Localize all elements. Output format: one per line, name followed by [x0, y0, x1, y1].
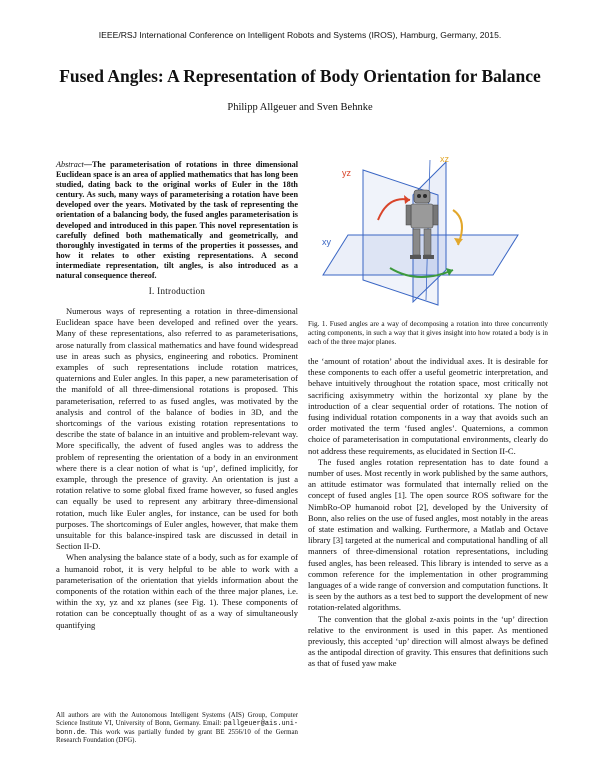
footnote	[56, 712, 298, 746]
paper-authors: Philipp Allgeuer and Sven Behnke	[227, 102, 373, 113]
paragraph: When analysing the balance state of a body, such as for example of a humanoid robot, it is very helpful to be able to work with a parameterisation of the orientation that yields information about the components of the rotation within each of the three major planes, i.e. within the xy, yz and xz planes (see Fig. 1). These components of rotation can be conceptually thought of as a way of simultaneously quantifying	[56, 552, 298, 630]
footnote-funding: . This work was partially funded by grant BE 2556/10 of the German Research Foundation (DFG).	[56, 728, 298, 745]
abstract-label: Abstract	[56, 160, 84, 169]
figure-caption: Fig. 1. Fused angles are a way of decomposing a rotation into three concurrently acting components, in such a way that it gives insight into how rotated a body is in each of the three major planes.	[308, 320, 548, 346]
label-xy: xy	[322, 237, 331, 247]
paragraph: Numerous ways of representing a rotation in three-dimensional Euclidean space have been developed and refined over the years. Many of these representations, also referred to as parameterisations, arose naturally from classical mathematics and have found widespread use in areas such as physics, engineering and robotics. Prominent examples of such representations include rotation matrices, quaternions and Euler angles. In this paper, a new parameterisation of the manifold of all three-dimensional rotations is proposed. This parameterisation, referred to as fused angles, was motivated by the analysis and control of the balance of bodies in 3D, and the shortcomings of the various existing rotation representations to describe the state of balance in an intuitive and problem-relevant way. More specifically, the advent of fused angles was to address the problem of representing the orientation of a body in an environment where there is a clear notion of what is ‘up’, defined implicitly, for example, through the presence of gravity. An orientation is just a rotation relative to some global fixed frame however, so fused angles can equally be used to represent any arbitrary three-dimensional rotation, much like Euler angles, for instance, can be used for both purposes. The shortcomings of Euler angles, however, that make them unsuitable for this balance-inspired task are discussed in detail in Section II-D.	[56, 306, 298, 552]
right-column-body	[308, 356, 548, 670]
paragraph: the ‘amount of rotation’ about the individual axes. It is desirable for these components to each offer a useful geometric interpretation, and behave intuitively throughout the rotation space, most critically not sacrificing axisymmetry within the horizontal xy plane by the introduction of a clear sequential order of rotations. The notion of fusing individual rotation components in a way that avoids such an order motivated the term ‘fused angles’. Quaternions, a common choice of parameterisation in computational environments, clearly do not address these requirements, as elucidated in Section II-C.	[308, 356, 548, 456]
conference-header: IEEE/RSJ International Conference on Intelligent Robots and Systems (IROS), Hamburg, Germany, 2015.	[98, 30, 502, 40]
paragraph: The fused angles rotation representation has to date found a number of uses. Most recently in work published by the same authors, an attitude estimator was formulated that internally relied on the concept of fused angles [1]. The open source ROS software for the NimbRo-OP humanoid robot [2], developed by the University of Bonn, also relies on the use of fused angles, most notably in the areas of state estimation and walking. Furthermore, a Matlab and Octave library [3] targeted at the numerical and computational handling of all manners of three-dimensional rotation representations, including fused angles, has been released. This library is intended to serve as a common reference for the implementation in other programming languages of a wide range of conversion and computation functions. It is seen by the authors as a test bed to support the development of new rotation-related algorithms.	[308, 456, 548, 613]
paragraph: The convention that the global z-axis points in the ‘up’ direction relative to the environment is used in this paper. As mentioned previously, this accepted ‘up’ direction will almost always be defined as the antipodal direction of gravity. This ensures that definitions such as that of fused yaw make	[308, 613, 548, 669]
left-column-body	[56, 306, 298, 631]
footnote-affiliation: All authors are with the Autonomous Intelligent Systems (AIS) Group, Computer Science Institute VI, University of Bonn, Germany. Email:	[56, 712, 298, 728]
abstract	[56, 160, 298, 281]
footnote-email: pallgeuer@ais.uni-bonn.de	[56, 720, 298, 737]
label-xz: xz	[440, 154, 449, 164]
label-yz: yz	[342, 168, 351, 178]
section-heading: I. Introduction	[148, 286, 206, 296]
paper-title: Fused Angles: A Representation of Body Orientation for Balance	[59, 66, 541, 86]
abstract-text: —The parameterisation of rotations in three dimensional Euclidean space is an area of applied mathematics that has long been studied, dating back to the original works of Euler in the 18th century. As such, many ways of parameterising a rotation have been developed over the years. Motivated by the task of representing the orientation of a balancing body, the fused angles parameterisation is developed and introduced in this paper. This novel representation is carefully defined both mathematically and geometrically, and thoroughly investigated in terms of the properties it possesses, and how it relates to other existing representations. A second intermediate representation, tilt angles, is also introduced as a natural consequence thereof.	[56, 160, 298, 281]
figure-fused-angles	[318, 150, 538, 310]
